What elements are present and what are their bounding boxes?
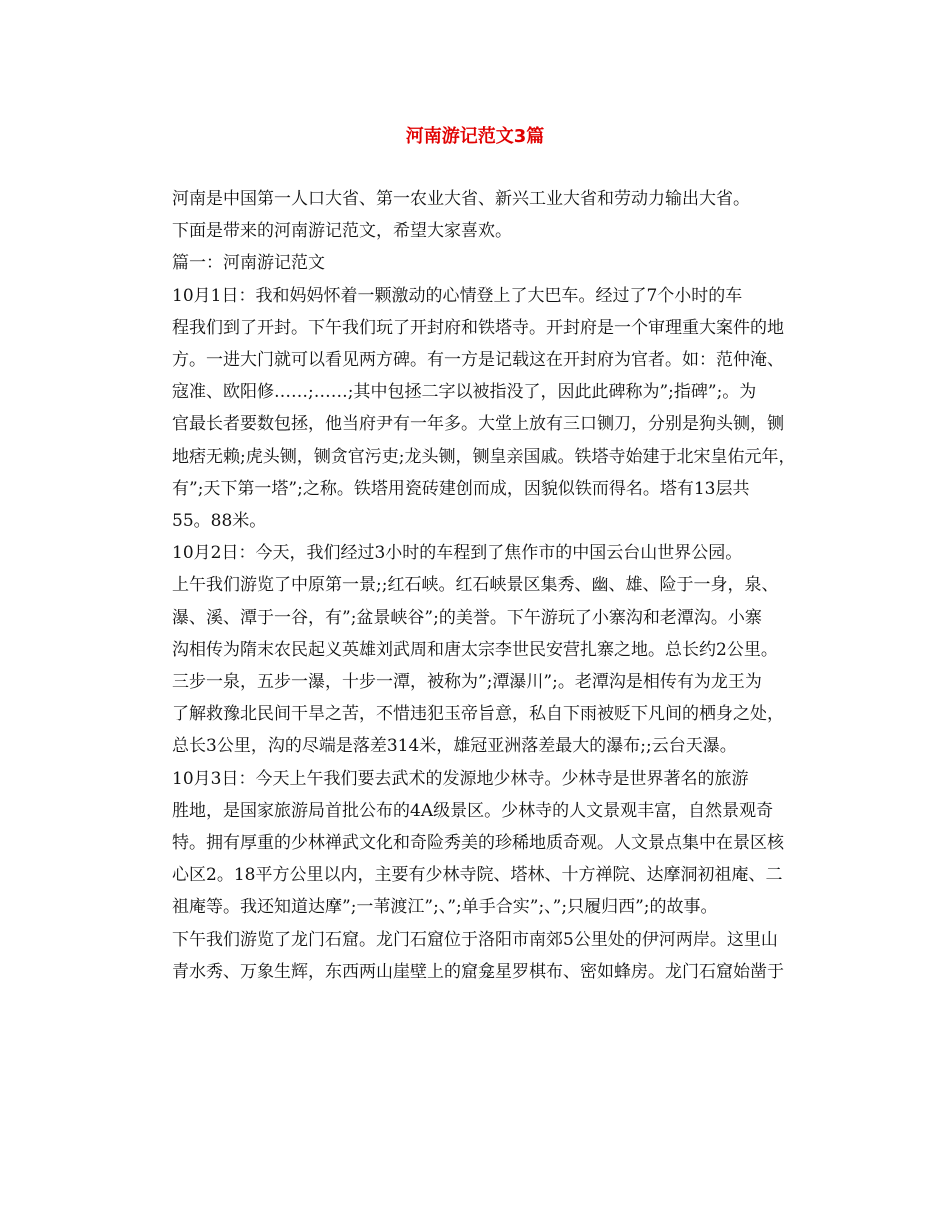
document-body <box>138 183 816 988</box>
text-line: 总长3公里，沟的尽端是落差314米，雄冠亚洲落差最大的瀑布;;云台天瀑。 <box>172 736 737 757</box>
text-line: 下午我们游览了龙门石窟。龙门石窟位于洛阳市南郊5公里处的伊河两岸。这里山 <box>172 929 778 950</box>
text-line: 沟相传为隋末农民起义英雄刘武周和唐太宗李世民安营扎寨之地。总长约2公里。 <box>172 639 778 660</box>
paragraph <box>138 763 816 988</box>
text-line: 方。一进大门就可以看见两方碑。有一方是记载这在开封府为官者。如：范仲淹、 <box>172 350 784 371</box>
paragraph <box>138 280 816 538</box>
text-line: 官最长者要数包拯，他当府尹有一年多。大堂上放有三口铡刀，分别是狗头铡，铡 <box>172 414 784 435</box>
text-line: 河南是中国第一人口大省、第一农业大省、新兴工业大省和劳动力输出大省。 <box>172 189 750 209</box>
text-line: 10月2日：今天，我们经过3小时的车程到了焦作市的中国云台山世界公园。 <box>172 543 743 564</box>
text-line: 篇一：河南游记范文 <box>172 253 325 274</box>
text-line: 心区2。18平方公里以内，主要有少林寺院、塔林、十方禅院、达摩洞初祖庵、二 <box>172 865 783 886</box>
text-line: 青水秀、万象生辉，东西两山崖壁上的窟龛星罗棋布、密如蜂房。龙门石窟始凿于 <box>172 961 784 982</box>
text-line: 55。88米。 <box>172 511 267 532</box>
text-line: 了解救豫北民间干旱之苦，不惜违犯玉帝旨意，私自下雨被贬下凡间的栖身之处， <box>172 704 784 725</box>
text-line: 10月1日：我和妈妈怀着一颗激动的心情登上了大巴车。经过了7个小时的车 <box>172 285 743 306</box>
paragraph <box>138 247 816 279</box>
text-line: 特。拥有厚重的少林禅武文化和奇险秀美的珍稀地质奇观。人文景点集中在景区核 <box>172 833 784 854</box>
text-line: 程我们到了开封。下午我们玩了开封府和铁塔寺。开封府是一个审理重大案件的地 <box>172 317 784 338</box>
text-line: 有”;天下第一塔”;之称。铁塔用瓷砖建创而成，因貌似铁而得名。塔有13层共 <box>172 478 750 499</box>
text-line: 三步一泉，五步一瀑，十步一潭，被称为”;潭瀑川”;。老潭沟是相传有为龙王为 <box>172 672 762 693</box>
text-line: 地痞无赖;虎头铡，铡贪官污吏;龙头铡，铡皇亲国戚。铁塔寺始建于北宋皇佑元年， <box>172 446 796 467</box>
text-line: 祖庵等。我还知道达摩”;一苇渡江”;、”;单手合实”;、”;只履归西”;的故事。 <box>172 897 718 918</box>
paragraph <box>138 537 816 762</box>
text-line: 10月3日：今天上午我们要去武术的发源地少林寺。少林寺是世界著名的旅游 <box>172 768 749 789</box>
text-line: 瀑、溪、潭于一谷，有”;盆景峡谷”;的美誉。下午游玩了小寨沟和老潭沟。小寨 <box>172 607 762 628</box>
text-line: 胜地，是国家旅游局首批公布的4A级景区。少林寺的人文景观丰富，自然景观奇 <box>172 800 774 821</box>
text-line: 寇准、欧阳修……;……;其中包拯二字以被指没了，因此此碑称为”;指碑”;。为 <box>172 382 757 403</box>
text-line: 上午我们游览了中原第一景;;红石峡。红石峡景区集秀、幽、雄、险于一身，泉、 <box>172 575 779 596</box>
document-title: 河南游记范文3篇 <box>405 126 545 147</box>
paragraph <box>138 183 816 247</box>
text-line: 下面是带来的河南游记范文，希望大家喜欢。 <box>172 221 512 242</box>
